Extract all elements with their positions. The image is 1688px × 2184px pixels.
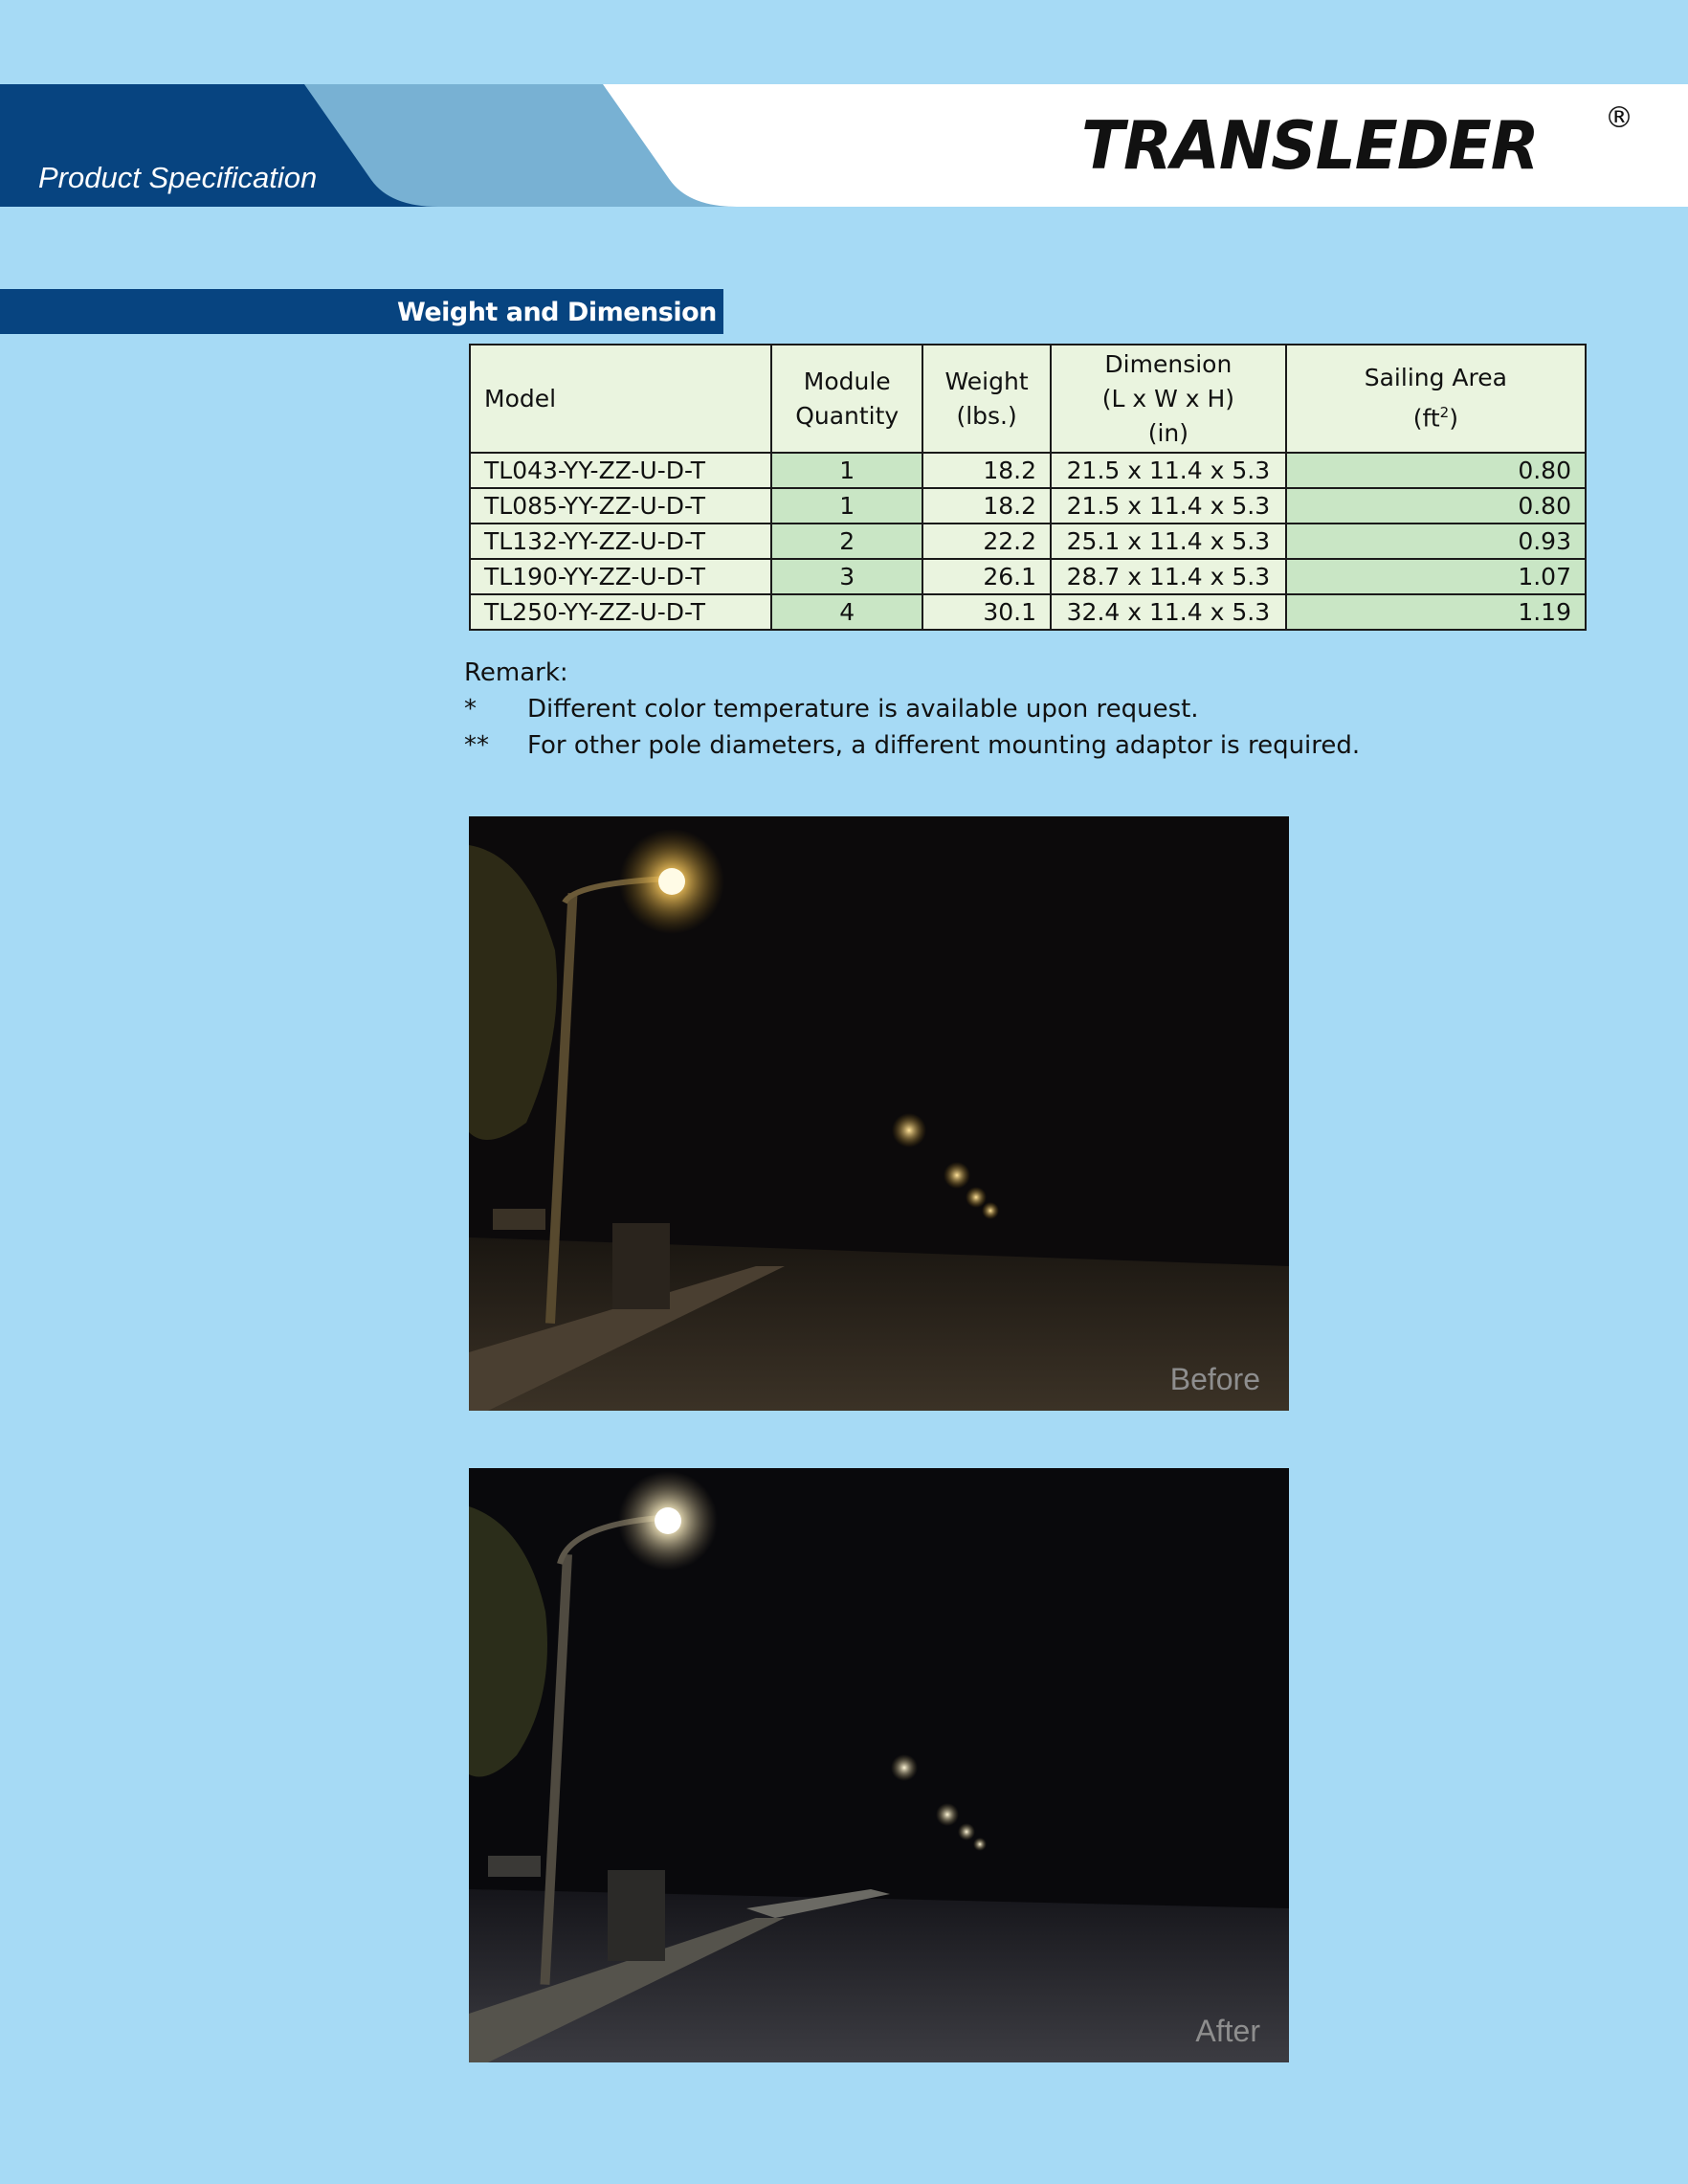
remark-text: Different color temperature is available upon request. <box>527 695 1199 724</box>
cell-weight: 30.1 <box>922 594 1051 630</box>
cell-weight: 26.1 <box>922 559 1051 594</box>
cell-sailing-area: 0.80 <box>1286 488 1586 524</box>
night-street-before-image <box>469 816 1289 1411</box>
section-header-bar <box>0 289 723 334</box>
cell-quantity: 1 <box>771 488 922 524</box>
cell-quantity: 2 <box>771 524 922 559</box>
remarks-title: Remark: <box>464 658 568 687</box>
remarks-block <box>464 655 1360 764</box>
table-header-row <box>470 345 1586 453</box>
cell-weight: 22.2 <box>922 524 1051 559</box>
cell-dimension: 25.1 x 11.4 x 5.3 <box>1051 524 1286 559</box>
cell-model: TL250-YY-ZZ-U-D-T <box>470 594 771 630</box>
table-row <box>470 524 1586 559</box>
col-header-model: Model <box>470 345 771 453</box>
cell-dimension: 21.5 x 11.4 x 5.3 <box>1051 453 1286 488</box>
cell-sailing-area: 0.93 <box>1286 524 1586 559</box>
header-title: Product Specification <box>38 161 318 194</box>
remark-marker: ** <box>464 731 489 760</box>
cell-weight: 18.2 <box>922 488 1051 524</box>
cell-model: TL085-YY-ZZ-U-D-T <box>470 488 771 524</box>
table-row <box>470 453 1586 488</box>
remark-item <box>464 691 1360 727</box>
cell-quantity: 1 <box>771 453 922 488</box>
cell-quantity: 3 <box>771 559 922 594</box>
brand-logo: TRANSLEDER <box>1081 107 1539 185</box>
after-label: After <box>1195 2014 1260 2048</box>
after-photo <box>469 1468 1289 2062</box>
cell-weight: 18.2 <box>922 453 1051 488</box>
cell-dimension: 28.7 x 11.4 x 5.3 <box>1051 559 1286 594</box>
cell-model: TL132-YY-ZZ-U-D-T <box>470 524 771 559</box>
table-row <box>470 488 1586 524</box>
table-row <box>470 594 1586 630</box>
weight-dimension-table <box>469 344 1587 631</box>
remark-item <box>464 727 1360 764</box>
cell-sailing-area: 0.80 <box>1286 453 1586 488</box>
remark-marker: * <box>464 695 477 724</box>
col-header-weight: Weight (lbs.) <box>922 345 1051 453</box>
table-row <box>470 559 1586 594</box>
registered-mark: ® <box>1605 101 1633 135</box>
cell-dimension: 21.5 x 11.4 x 5.3 <box>1051 488 1286 524</box>
header-band <box>0 84 1688 207</box>
cell-sailing-area: 1.07 <box>1286 559 1586 594</box>
remark-text: For other pole diameters, a different mounting adaptor is required. <box>527 731 1361 760</box>
col-header-dimension: Dimension (L x W x H) (in) <box>1051 345 1286 453</box>
cell-sailing-area: 1.19 <box>1286 594 1586 630</box>
night-street-after-image <box>469 1468 1289 2062</box>
cell-dimension: 32.4 x 11.4 x 5.3 <box>1051 594 1286 630</box>
before-label: Before <box>1169 1362 1260 1396</box>
before-photo <box>469 816 1289 1411</box>
section-title: Weight and Dimension <box>397 298 717 327</box>
col-header-module-quantity: Module Quantity <box>771 345 922 453</box>
cell-quantity: 4 <box>771 594 922 630</box>
cell-model: TL190-YY-ZZ-U-D-T <box>470 559 771 594</box>
col-header-sailing-area: Sailing Area $(ft^2)$ <box>1286 345 1586 453</box>
cell-model: TL043-YY-ZZ-U-D-T <box>470 453 771 488</box>
